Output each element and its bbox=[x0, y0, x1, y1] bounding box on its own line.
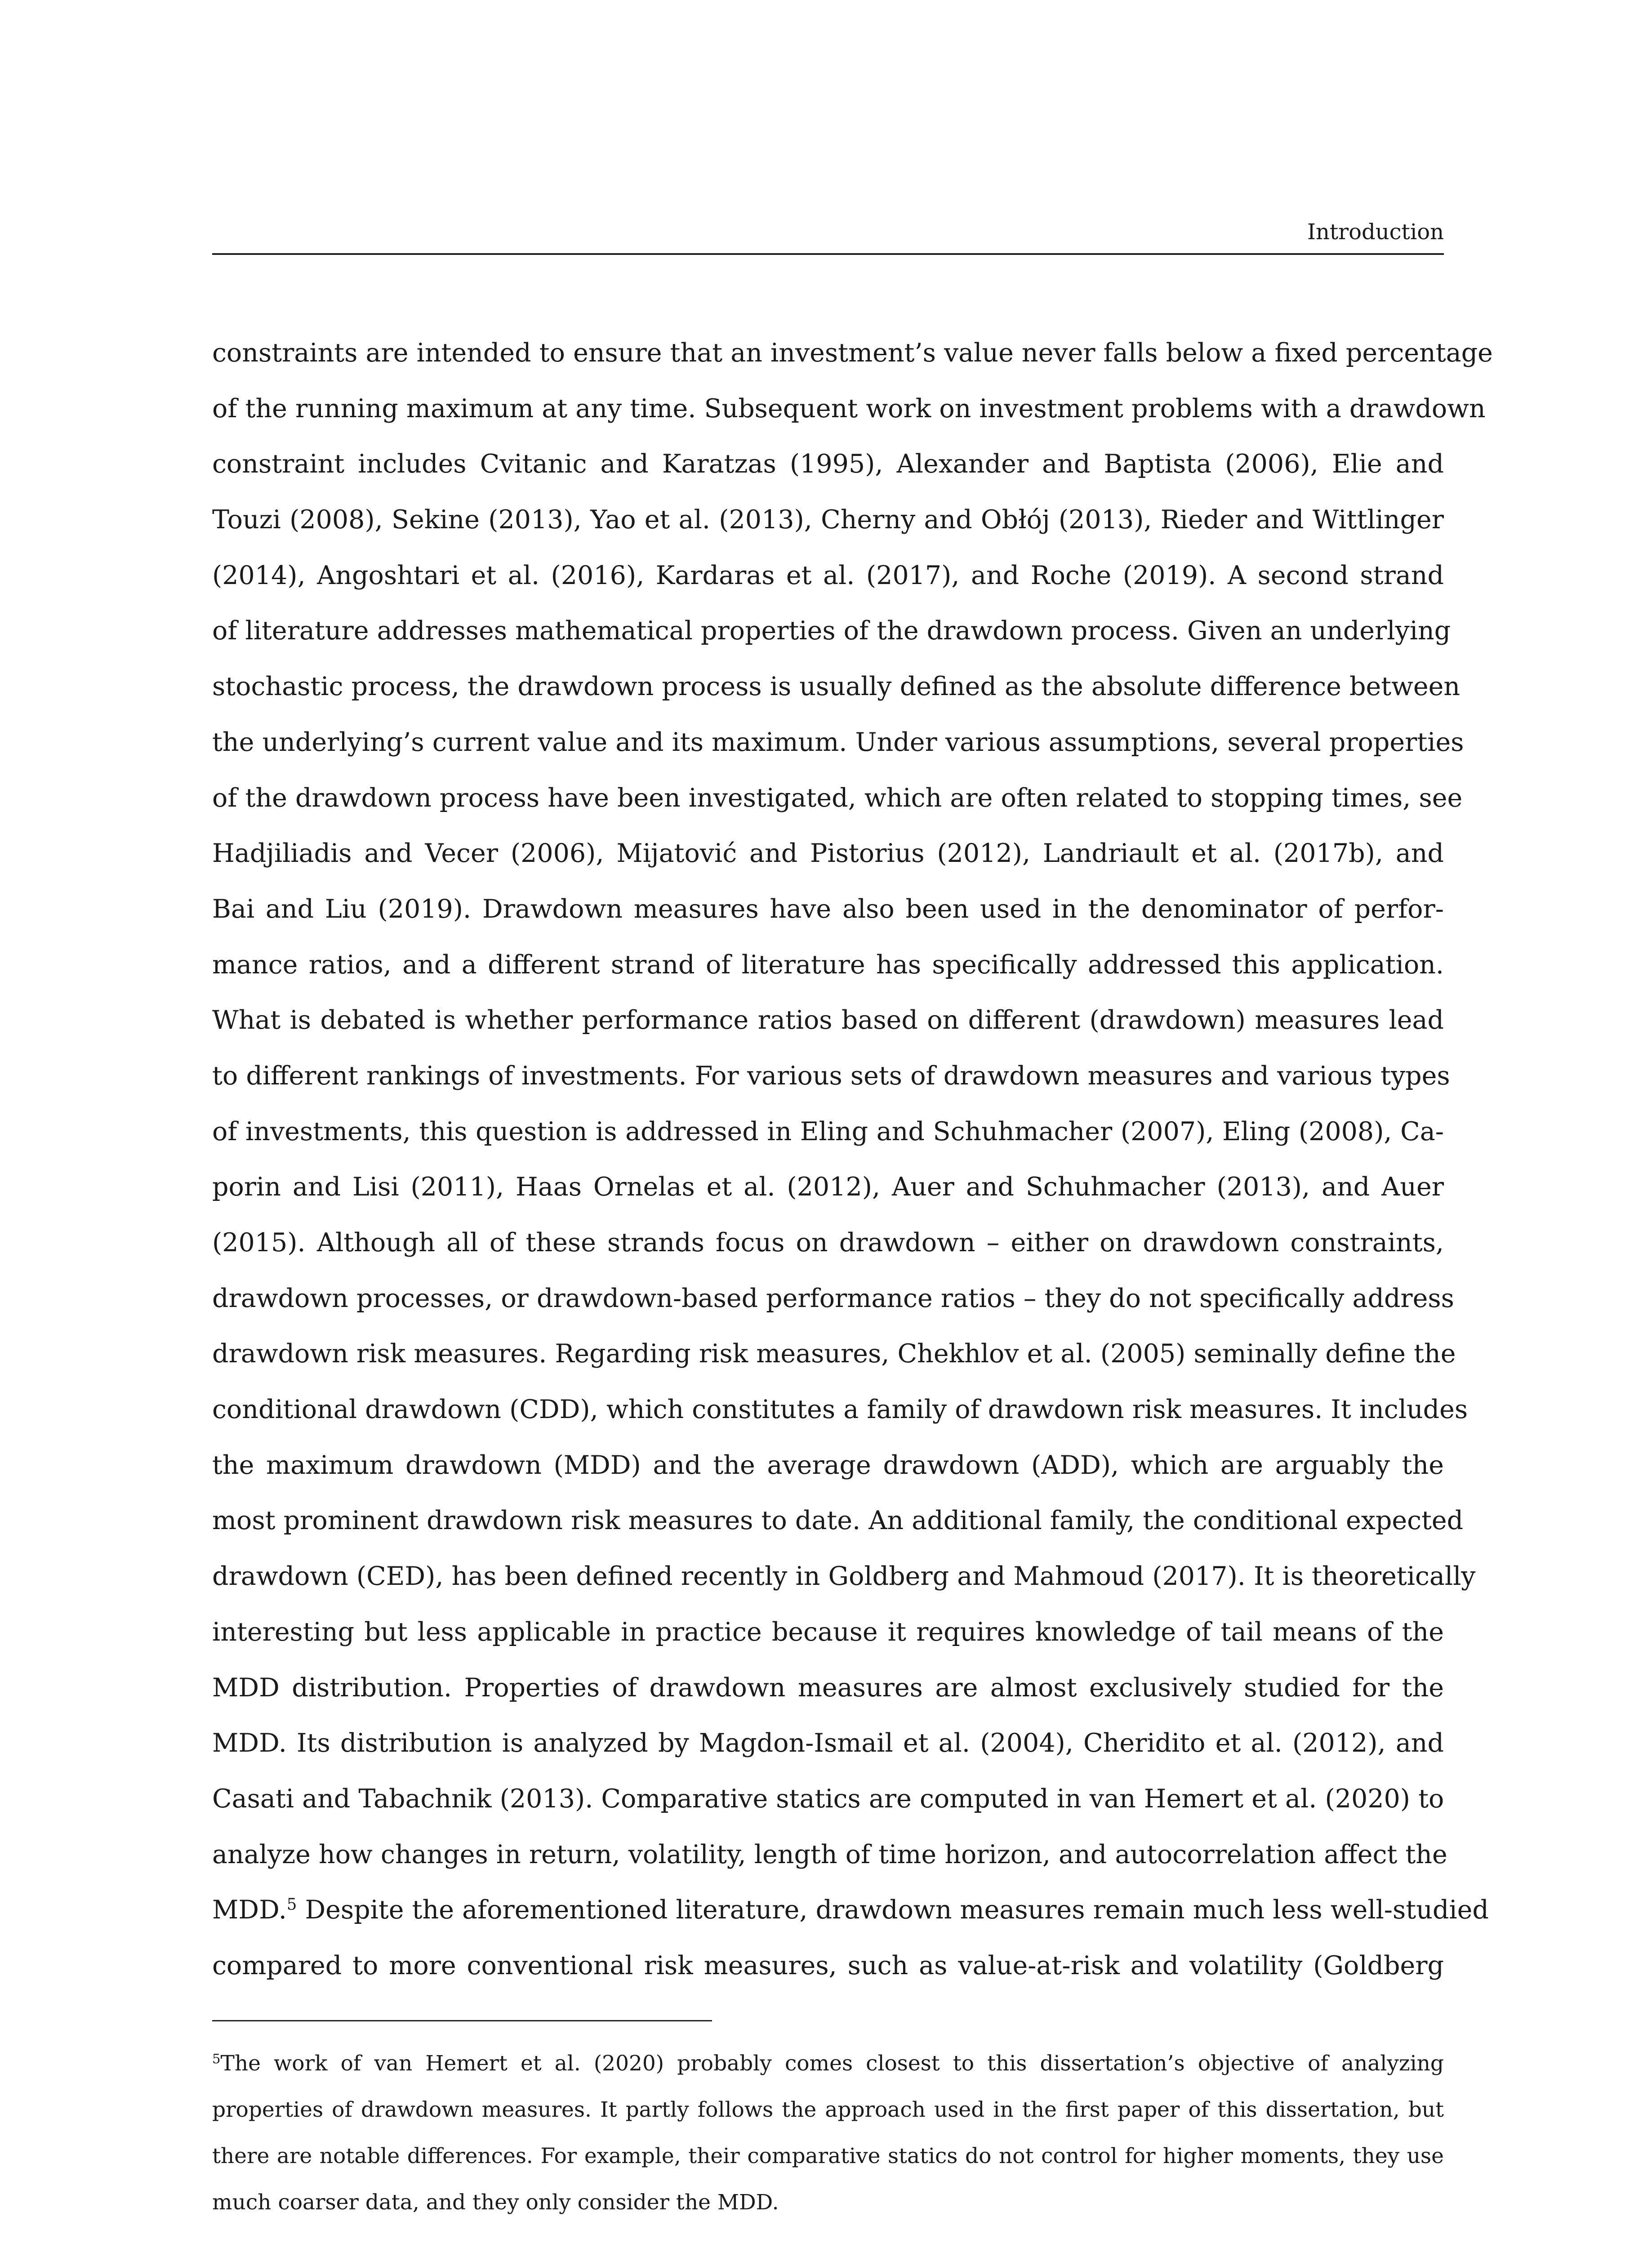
body-paragraph bbox=[212, 326, 1493, 1994]
body-line: to different rankings of investments. For various sets of drawdown measures and various types bbox=[212, 1061, 1450, 1091]
footnote-line: properties of drawdown measures. It partly follows the approach used in the first paper of this dissertation, but bbox=[212, 2097, 1444, 2122]
header-rule bbox=[212, 253, 1444, 255]
footnote-rule bbox=[212, 2020, 712, 2021]
body-line: the underlying’s current value and its maximum. Under various assumptions, several properties bbox=[212, 727, 1464, 757]
footnote-marker: 5 bbox=[212, 2051, 221, 2066]
running-header: Introduction bbox=[1307, 219, 1444, 245]
body-line: interesting but less applicable in practice because it requires knowledge of tail means of the bbox=[212, 1617, 1444, 1647]
body-line: Bai and Liu (2019). Drawdown measures have also been used in the denominator of perfor- bbox=[212, 894, 1444, 924]
body-line: drawdown processes, or drawdown-based performance ratios – they do not specifically address bbox=[212, 1283, 1454, 1313]
footnote-line: there are notable differences. For example, their comparative statics do not control for higher moments, they use bbox=[212, 2144, 1444, 2168]
body-line: (2015). Although all of these strands focus on drawdown – either on drawdown constraints, bbox=[212, 1228, 1444, 1258]
footnote-line: much coarser data, and they only consider the MDD. bbox=[212, 2190, 779, 2215]
body-line: What is debated is whether performance ratios based on different (drawdown) measures lead bbox=[212, 1005, 1444, 1035]
body-line: the maximum drawdown (MDD) and the average drawdown (ADD), which are arguably the bbox=[212, 1450, 1444, 1480]
body-line: compared to more conventional risk measures, such as value-at-risk and volatility (Goldberg bbox=[212, 1950, 1444, 1980]
body-line: drawdown (CED), has been defined recently in Goldberg and Mahmoud (2017). It is theoretically bbox=[212, 1561, 1476, 1592]
body-line: porin and Lisi (2011), Haas Ornelas et al. (2012), Auer and Schuhmacher (2013), and Auer bbox=[212, 1172, 1444, 1202]
body-line: constraints are intended to ensure that an investment’s value never falls below a fixed percentage bbox=[212, 338, 1493, 368]
line-end-text: Despite the aforementioned literature, drawdown measures remain much less well-studied bbox=[297, 1895, 1489, 1925]
line-start-text: MDD. bbox=[212, 1895, 287, 1925]
body-line: mance ratios, and a different strand of literature has specifically addressed this application. bbox=[212, 950, 1444, 980]
body-line: Touzi (2008), Sekine (2013), Yao et al. (2013), Cherny and Obłój (2013), Rieder and Wittlinger bbox=[212, 505, 1444, 535]
body-line: of the running maximum at any time. Subsequent work on investment problems with a drawdown bbox=[212, 393, 1486, 424]
body-line: of literature addresses mathematical properties of the drawdown process. Given an underlying bbox=[212, 616, 1451, 646]
footnote-line bbox=[212, 2040, 1444, 2087]
body-line: of investments, this question is addressed in Eling and Schuhmacher (2007), Eling (2008), Ca- bbox=[212, 1116, 1444, 1146]
body-line: most prominent drawdown risk measures to date. An additional family, the conditional expected bbox=[212, 1506, 1464, 1536]
body-line: drawdown risk measures. Regarding risk measures, Chekhlov et al. (2005) seminally define the bbox=[212, 1339, 1456, 1369]
body-line: of the drawdown process have been investigated, which are often related to stopping times, see bbox=[212, 783, 1463, 813]
footnote-text: The work of van Hemert et al. (2020) probably comes closest to this dissertation’s objective of analyzing bbox=[220, 2051, 1444, 2076]
body-line: MDD distribution. Properties of drawdown measures are almost exclusively studied for the bbox=[212, 1673, 1444, 1703]
body-line: MDD. Its distribution is analyzed by Magdon-Ismail et al. (2004), Cheridito et al. (2012), and bbox=[212, 1728, 1444, 1758]
footnote bbox=[212, 2040, 1444, 2226]
footnote-reference: 5 bbox=[286, 1895, 297, 1914]
body-line: Casati and Tabachnik (2013). Comparative statics are computed in van Hemert et al. (2020) to bbox=[212, 1784, 1444, 1814]
body-line: Hadjiliadis and Vecer (2006), Mijatović and Pistorius (2012), Landriault et al. (2017b), and bbox=[212, 839, 1444, 869]
body-line: conditional drawdown (CDD), which constitutes a family of drawdown risk measures. It includes bbox=[212, 1395, 1468, 1425]
body-line: (2014), Angoshtari et al. (2016), Kardaras et al. (2017), and Roche (2019). A second strand bbox=[212, 560, 1444, 590]
body-line: stochastic process, the drawdown process is usually defined as the absolute difference between bbox=[212, 672, 1461, 702]
body-line: analyze how changes in return, volatility, length of time horizon, and autocorrelation affect the bbox=[212, 1839, 1447, 1869]
body-line-with-footnote bbox=[212, 1882, 1489, 1938]
body-line: constraint includes Cvitanic and Karatzas (1995), Alexander and Baptista (2006), Elie and bbox=[212, 449, 1444, 479]
